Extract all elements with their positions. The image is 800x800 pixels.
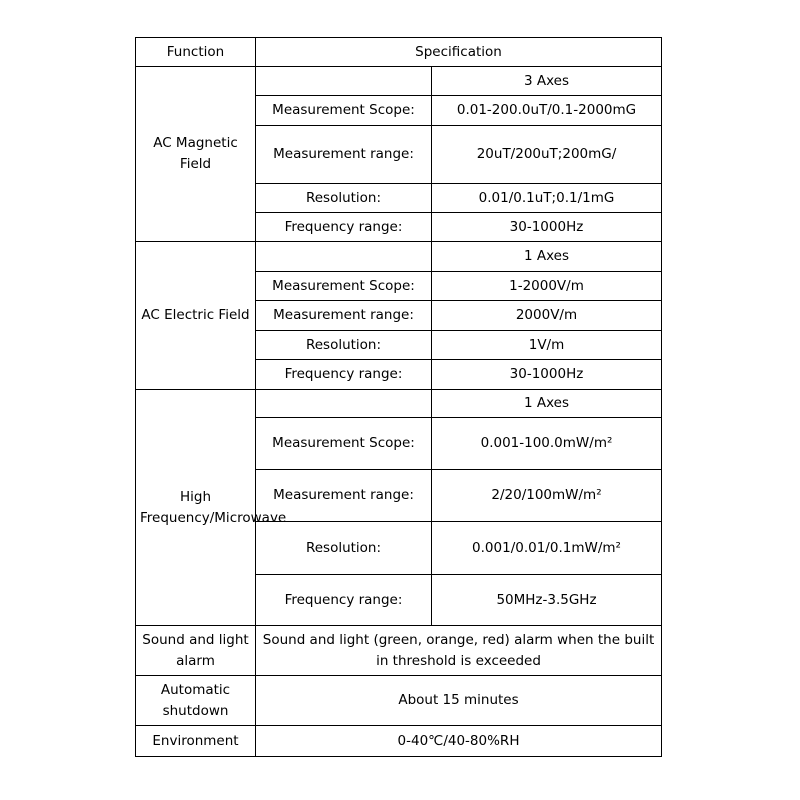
header-specification: Specification <box>256 38 662 67</box>
spec-value-axes: 3 Axes <box>432 67 662 96</box>
table-row <box>136 390 662 418</box>
function-ac-electric: AC Electric Field <box>136 242 256 390</box>
spec-label: Measurement Scope: <box>256 96 432 126</box>
function-alarm: Sound and light alarm <box>136 626 256 676</box>
spec-label: Frequency range: <box>256 360 432 390</box>
spec-value-shutdown: About 15 minutes <box>256 676 662 726</box>
spec-label: Resolution: <box>256 184 432 213</box>
function-shutdown: Automatic shutdown <box>136 676 256 726</box>
spec-label: Measurement Scope: <box>256 272 432 301</box>
header-function: Function <box>136 38 256 67</box>
spec-value: 1-2000V/m <box>432 272 662 301</box>
spec-label: Measurement Scope: <box>256 418 432 470</box>
spec-value: 0.01/0.1uT;0.1/1mG <box>432 184 662 213</box>
spec-label: Frequency range: <box>256 213 432 242</box>
table-row <box>136 626 662 676</box>
spec-label: Measurement range: <box>256 470 432 522</box>
spec-value-axes: 1 Axes <box>432 390 662 418</box>
spec-label-empty <box>256 67 432 96</box>
table-row <box>136 242 662 272</box>
function-high-frequency: High Frequency/Microwave <box>136 390 256 626</box>
spec-value: 2000V/m <box>432 301 662 331</box>
spec-value: 0.01-200.0uT/0.1-2000mG <box>432 96 662 126</box>
spec-value-environment: 0-40℃/40-80%RH <box>256 726 662 757</box>
table-row <box>136 726 662 757</box>
spec-label: Frequency range: <box>256 575 432 626</box>
spec-value: 1V/m <box>432 331 662 360</box>
spec-label: Measurement range: <box>256 301 432 331</box>
spec-value-axes: 1 Axes <box>432 242 662 272</box>
table-row <box>136 67 662 96</box>
spec-value: 50MHz-3.5GHz <box>432 575 662 626</box>
spec-value: 20uT/200uT;200mG/ <box>432 126 662 184</box>
spec-label-empty <box>256 390 432 418</box>
spec-value: 30-1000Hz <box>432 360 662 390</box>
spec-value: 0.001-100.0mW/m² <box>432 418 662 470</box>
spec-label: Measurement range: <box>256 126 432 184</box>
spec-label: Resolution: <box>256 522 432 575</box>
function-ac-magnetic: AC Magnetic Field <box>136 67 256 242</box>
header-row <box>136 38 662 67</box>
specification-table <box>135 37 662 757</box>
function-environment: Environment <box>136 726 256 757</box>
spec-label: Resolution: <box>256 331 432 360</box>
spec-label-empty <box>256 242 432 272</box>
spec-value-alarm: Sound and light (green, orange, red) alarm when the built in threshold is exceeded <box>256 626 662 676</box>
spec-value: 2/20/100mW/m² <box>432 470 662 522</box>
spec-value: 30-1000Hz <box>432 213 662 242</box>
spec-value: 0.001/0.01/0.1mW/m² <box>432 522 662 575</box>
table-row <box>136 676 662 726</box>
